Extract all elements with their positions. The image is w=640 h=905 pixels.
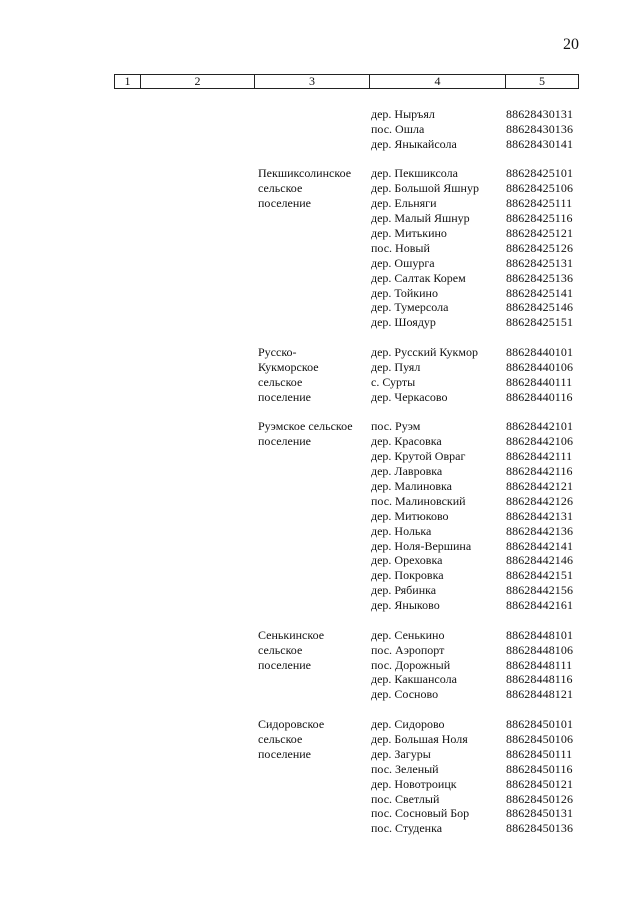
locality-name: пос. Дорожный bbox=[371, 657, 451, 672]
settlement-group bbox=[0, 345, 640, 405]
locality-code: 88628425101 bbox=[506, 166, 574, 181]
table-row bbox=[0, 107, 640, 122]
locality-code: 88628442106 bbox=[506, 434, 574, 449]
column-header-2: 2 bbox=[141, 75, 255, 88]
locality-name: дер. Ныръял bbox=[371, 107, 435, 121]
locality-name: дер. Какшансола bbox=[371, 672, 457, 687]
locality-name: с. Сурты bbox=[371, 374, 416, 389]
locality-name: дер. Митюково bbox=[371, 508, 449, 523]
locality-name: дер. Пекшиксола bbox=[371, 166, 458, 181]
locality-name: дер. Крутой Овраг bbox=[371, 449, 466, 464]
settlement-name-line: сельское bbox=[258, 731, 303, 746]
locality-code: 88628442146 bbox=[506, 553, 574, 568]
locality-name: пос. Студенка bbox=[371, 821, 443, 836]
table-row bbox=[0, 434, 640, 449]
locality-name: дер. Малиновка bbox=[371, 478, 453, 493]
table-row bbox=[0, 375, 640, 390]
settlement-name-line: Руэмское сельское bbox=[258, 419, 353, 434]
table-row bbox=[0, 271, 640, 286]
locality-name: дер. Пуял bbox=[371, 359, 421, 374]
locality-name: дер. Красовка bbox=[371, 434, 442, 449]
settlement-group bbox=[0, 107, 640, 152]
settlement-group bbox=[0, 419, 640, 613]
locality-name: дер. Малый Яшнур bbox=[371, 211, 470, 226]
locality-code: 88628430131 bbox=[506, 107, 574, 121]
locality-code: 88628450136 bbox=[506, 821, 574, 836]
locality-name: дер. Ноля-Вершина bbox=[371, 538, 472, 553]
locality-code: 88628440101 bbox=[506, 345, 574, 360]
locality-code: 88628442121 bbox=[506, 478, 574, 493]
locality-code: 88628425141 bbox=[506, 285, 574, 300]
settlement-name-line: поселение bbox=[258, 389, 312, 404]
column-header-3: 3 bbox=[255, 75, 370, 88]
locality-name: дер. Сосново bbox=[371, 687, 439, 702]
locality-code: 88628425116 bbox=[506, 211, 573, 226]
settlement-name-line: сельское bbox=[258, 181, 303, 196]
table-row bbox=[0, 509, 640, 524]
locality-code: 88628425121 bbox=[506, 226, 574, 241]
table-row bbox=[0, 196, 640, 211]
locality-name: дер. Сидорово bbox=[371, 717, 445, 732]
locality-code: 88628442136 bbox=[506, 523, 574, 538]
locality-name: пос. Аэропорт bbox=[371, 642, 445, 657]
locality-name: дер. Загуры bbox=[371, 746, 431, 761]
locality-code: 88628450116 bbox=[506, 761, 573, 776]
table-row bbox=[0, 628, 640, 643]
table-row bbox=[0, 479, 640, 494]
settlement-name-line: Русско- bbox=[258, 345, 297, 360]
settlement-name-line: поселение bbox=[258, 434, 312, 449]
locality-code: 88628425151 bbox=[506, 315, 574, 330]
locality-code: 88628442126 bbox=[506, 493, 574, 508]
locality-code: 88628425111 bbox=[506, 196, 573, 211]
locality-code: 88628450106 bbox=[506, 731, 574, 746]
table-row bbox=[0, 241, 640, 256]
locality-name: дер. Русский Кукмор bbox=[371, 345, 478, 360]
settlement-name-line: Сенькинское bbox=[258, 627, 325, 642]
settlement-name-line: поселение bbox=[258, 746, 312, 761]
table-row bbox=[0, 643, 640, 658]
table-row bbox=[0, 181, 640, 196]
locality-name: дер. Нолька bbox=[371, 523, 432, 538]
table-row bbox=[0, 687, 640, 702]
locality-name: дер. Покровка bbox=[371, 568, 444, 583]
table-row bbox=[0, 539, 640, 554]
settlement-group bbox=[0, 717, 640, 836]
settlement-name-line: Сидоровское bbox=[258, 717, 325, 732]
locality-code: 88628448116 bbox=[506, 672, 573, 687]
table-row bbox=[0, 390, 640, 405]
table-row bbox=[0, 122, 640, 137]
table-row bbox=[0, 524, 640, 539]
table-row bbox=[0, 464, 640, 479]
locality-name: дер. Тойкино bbox=[371, 285, 438, 300]
table-row bbox=[0, 166, 640, 181]
locality-code: 88628430141 bbox=[506, 136, 574, 151]
settlement-name-line: поселение bbox=[258, 657, 312, 672]
locality-code: 88628440106 bbox=[506, 359, 574, 374]
locality-name: дер. Большая Ноля bbox=[371, 731, 468, 746]
table-row bbox=[0, 777, 640, 792]
locality-code: 88628448106 bbox=[506, 642, 574, 657]
table-row bbox=[0, 598, 640, 613]
locality-code: 88628442156 bbox=[506, 583, 574, 598]
locality-code: 88628440111 bbox=[506, 374, 573, 389]
table-row bbox=[0, 345, 640, 360]
locality-code: 88628442151 bbox=[506, 568, 574, 583]
locality-code: 88628448111 bbox=[506, 657, 573, 672]
table-row bbox=[0, 583, 640, 598]
table-row bbox=[0, 658, 640, 673]
column-header-1: 1 bbox=[115, 75, 141, 88]
table-row bbox=[0, 300, 640, 315]
locality-name: пос. Руэм bbox=[371, 419, 421, 434]
table-row bbox=[0, 821, 640, 836]
locality-name: дер. Салтак Корем bbox=[371, 270, 466, 285]
locality-code: 88628430136 bbox=[506, 121, 574, 136]
column-header-5: 5 bbox=[539, 74, 545, 88]
locality-code: 88628450126 bbox=[506, 791, 574, 806]
table-row bbox=[0, 732, 640, 747]
locality-name: пос. Светлый bbox=[371, 791, 440, 806]
locality-code: 88628442161 bbox=[506, 598, 574, 613]
settlement-name-line: сельское bbox=[258, 374, 303, 389]
table-row bbox=[0, 792, 640, 807]
settlement-name-line: поселение bbox=[258, 196, 312, 211]
locality-code: 88628450121 bbox=[506, 776, 574, 791]
settlement-name-line: сельское bbox=[258, 642, 303, 657]
table-row bbox=[0, 360, 640, 375]
settlement-name-line: Кукморское bbox=[258, 359, 319, 374]
table-row bbox=[0, 211, 640, 226]
locality-name: дер. Ельняги bbox=[371, 196, 437, 211]
settlement-table-body bbox=[0, 107, 640, 851]
locality-name: пос. Сосновый Бор bbox=[371, 806, 470, 821]
locality-name: дер. Яныково bbox=[371, 598, 440, 613]
locality-name: пос. Новый bbox=[371, 240, 430, 255]
locality-code: 88628442116 bbox=[506, 464, 573, 479]
locality-code: 88628425131 bbox=[506, 255, 574, 270]
table-row bbox=[0, 256, 640, 271]
locality-name: дер. Яныкайсола bbox=[371, 136, 457, 151]
table-row bbox=[0, 806, 640, 821]
settlement-group bbox=[0, 628, 640, 702]
locality-code: 88628442141 bbox=[506, 538, 574, 553]
table-row bbox=[0, 315, 640, 330]
locality-name: дер. Новотроицк bbox=[371, 776, 457, 791]
locality-name: пос. Малиновский bbox=[371, 493, 466, 508]
settlement-group bbox=[0, 166, 640, 330]
locality-code: 88628448121 bbox=[506, 687, 574, 702]
locality-name: пос. Зеленый bbox=[371, 761, 439, 776]
table-row bbox=[0, 717, 640, 732]
locality-code: 88628425136 bbox=[506, 270, 574, 285]
locality-code: 88628425126 bbox=[506, 240, 574, 255]
locality-name: дер. Черкасово bbox=[371, 389, 448, 404]
settlement-name-line: Пекшиксолинское bbox=[258, 166, 352, 181]
locality-name: дер. Большой Яшнур bbox=[371, 181, 479, 196]
table-row bbox=[0, 568, 640, 583]
locality-name: дер. Шоядур bbox=[371, 315, 436, 330]
locality-code: 88628442131 bbox=[506, 508, 574, 523]
locality-code: 88628450111 bbox=[506, 746, 573, 761]
table-row bbox=[0, 672, 640, 687]
table-row bbox=[0, 137, 640, 152]
locality-name: дер. Сенькино bbox=[371, 627, 445, 642]
locality-name: дер. Тумерсола bbox=[371, 300, 449, 315]
table-row bbox=[0, 449, 640, 464]
locality-name: дер. Ореховка bbox=[371, 553, 443, 568]
locality-code: 88628425106 bbox=[506, 181, 574, 196]
table-row bbox=[0, 286, 640, 301]
column-header-4: 4 bbox=[370, 75, 506, 88]
locality-code: 88628450131 bbox=[506, 806, 574, 821]
locality-name: дер. Рябинка bbox=[371, 583, 437, 598]
table-row bbox=[0, 494, 640, 509]
table-row bbox=[0, 419, 640, 434]
locality-code: 88628448101 bbox=[506, 627, 574, 642]
locality-name: пос. Ошла bbox=[371, 121, 425, 136]
table-row bbox=[0, 553, 640, 568]
locality-code: 88628425146 bbox=[506, 300, 574, 315]
locality-name: дер. Лавровка bbox=[371, 464, 443, 479]
locality-code: 88628442111 bbox=[506, 449, 573, 464]
locality-name: дер. Ошурга bbox=[371, 255, 435, 270]
locality-code: 88628442101 bbox=[506, 419, 574, 434]
page-number: 20 bbox=[563, 36, 579, 53]
column-header-row bbox=[114, 74, 579, 89]
table-row bbox=[0, 226, 640, 241]
locality-code: 88628450101 bbox=[506, 717, 574, 732]
table-row bbox=[0, 747, 640, 762]
table-row bbox=[0, 762, 640, 777]
locality-name: дер. Митькино bbox=[371, 226, 447, 241]
locality-code: 88628440116 bbox=[506, 389, 573, 404]
